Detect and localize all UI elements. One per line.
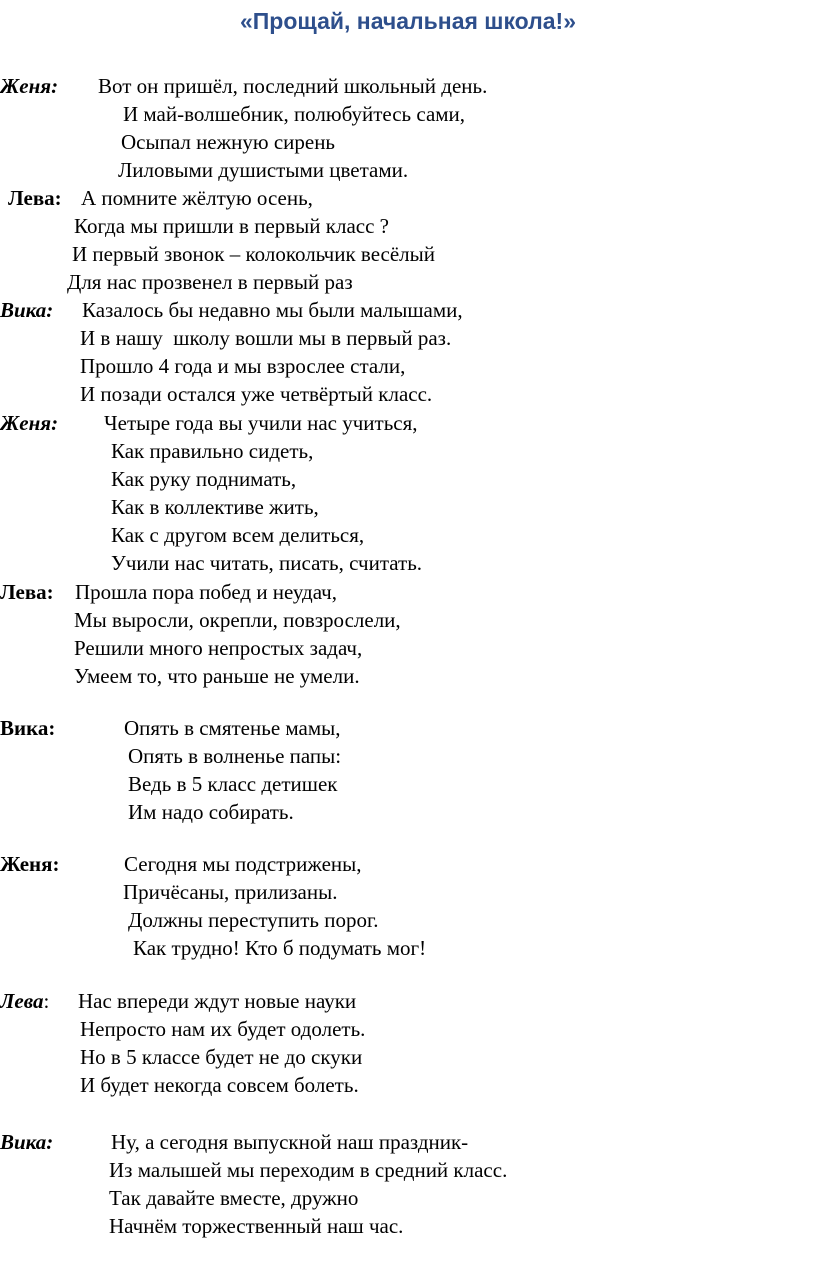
speaker-label: Вика: [0,298,54,322]
poem-line: Опять в смятенье мамы, [124,716,341,740]
poem-line: Из малышей мы переходим в средний класс. [109,1158,508,1182]
poem-line: Как правильно сидеть, [111,439,314,463]
poem-line: Им надо собирать. [128,800,294,824]
poem-line: И будет некогда совсем болеть. [80,1073,359,1097]
page-title: «Прощай, начальная школа!» [239,8,577,34]
poem-line: Начнём торжественный наш час. [109,1214,404,1238]
poem-line: Так давайте вместе, дружно [109,1186,359,1210]
speaker-label: Женя: [0,74,59,98]
poem-line: Причёсаны, прилизаны. [123,880,338,904]
poem-line: А помните жёлтую осень, [81,186,313,210]
poem-line: Для нас прозвенел в первый раз [67,270,353,294]
poem-line: Учили нас читать, писать, считать. [111,551,423,575]
speaker-name: Лева [0,989,44,1013]
poem-line: Мы выросли, окрепли, повзрослели, [74,608,401,632]
poem-line: Решили много непростых задач, [74,636,363,660]
poem-line: И в нашу школу вошли мы в первый раз. [80,326,452,350]
poem-line: И первый звонок – колокольчик весёлый [72,242,436,266]
speaker-colon: : [43,989,50,1013]
poem-line: Четыре года вы учили нас учиться, [104,411,418,435]
poem-line: Опять в волненье папы: [128,744,342,768]
speaker-label: Женя: [0,852,60,876]
speaker-label [0,989,49,1013]
poem-line: И позади остался уже четвёртый класс. [80,382,433,406]
poem-line: Как трудно! Кто б подумать мог! [133,936,427,960]
poem-line: Должны переступить порог. [128,908,379,932]
poem-line: Вот он пришёл, последний школьный день. [98,74,488,98]
poem-line: Сегодня мы подстрижены, [124,852,362,876]
poem-line: Прошла пора побед и неудач, [75,580,337,604]
speaker-label: Вика: [0,1130,54,1154]
speaker-label: Женя: [0,411,59,435]
poem-line: Ну, а сегодня выпускной наш праздник- [111,1130,469,1154]
poem-line: И май-волшебник, полюбуйтесь сами, [123,102,466,126]
poem-line: Как в коллективе жить, [111,495,319,519]
poem-line: Лиловыми душистыми цветами. [118,158,409,182]
speaker-label: Вика: [0,716,56,740]
poem-line: Но в 5 классе будет не до скуки [80,1045,363,1069]
poem-line: Казалось бы недавно мы были малышами, [82,298,463,322]
poem-line: Осыпал нежную сирень [121,130,336,154]
speaker-label: Лева: [8,186,62,210]
poem-line: Нас впереди ждут новые науки [78,989,357,1013]
poem-line: Когда мы пришли в первый класс ? [74,214,389,238]
poem-line: Ведь в 5 класс детишек [128,772,338,796]
poem-line: Непросто нам их будет одолеть. [80,1017,366,1041]
poem-line: Как руку поднимать, [111,467,297,491]
poem-line: Как с другом всем делиться, [111,523,365,547]
poem-line: Умеем то, что раньше не умели. [74,664,360,688]
poem-line: Прошло 4 года и мы взрослее стали, [80,354,406,378]
speaker-label: Лева: [0,580,54,604]
